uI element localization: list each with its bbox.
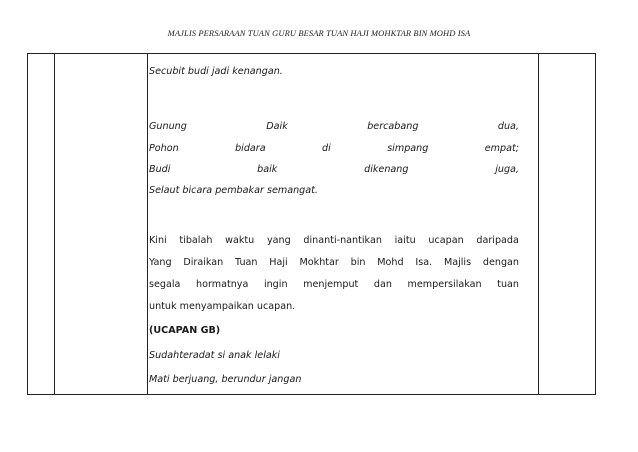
word: Isa. (415, 257, 433, 268)
word: Diraikan (183, 257, 224, 268)
pantun-line-3 (149, 164, 519, 176)
word: tibalah (179, 235, 213, 246)
word: Budi (149, 164, 171, 175)
word: Daik (266, 121, 288, 132)
paragraph-line-2 (149, 257, 519, 269)
word: yang (266, 235, 291, 246)
word: Mohd (377, 257, 404, 268)
speech-label: (UCAPAN GB) (149, 325, 221, 336)
word: baik (257, 164, 278, 175)
word: menjemput (303, 279, 359, 290)
column-divider (538, 54, 539, 394)
word: empat; (484, 143, 519, 154)
word: mempersilakan (407, 279, 482, 290)
word: bercabang (367, 121, 419, 132)
word: Kini (149, 235, 167, 246)
closing-line-1: Sudahteradat si anak lelaki (149, 350, 280, 361)
word: simpang (387, 143, 429, 154)
word: hormatnya (196, 279, 249, 290)
word: bidara (235, 143, 266, 154)
pantun-line-4: Selaut bicara pembakar semangat. (149, 185, 318, 196)
word: segala (149, 279, 181, 290)
word: dinanti-nantikan (303, 235, 382, 246)
pantun-line-2 (149, 143, 519, 155)
word: juga, (495, 164, 519, 175)
word: dan (373, 279, 392, 290)
pantun-line-1 (149, 121, 519, 133)
word: Majlis (443, 257, 472, 268)
word: ucapan (428, 235, 464, 246)
word: Tuan (235, 257, 258, 268)
pantun-intro: Secubit budi jadi kenangan. (149, 66, 283, 77)
script-table (27, 53, 596, 395)
word: dengan (482, 257, 519, 268)
word: tuan (497, 279, 519, 290)
word: Mokhtar (299, 257, 339, 268)
word: daripada (476, 235, 519, 246)
paragraph-line-1 (149, 235, 519, 247)
word: Gunung (149, 121, 187, 132)
word: dikenang (364, 164, 409, 175)
word: Pohon (149, 143, 179, 154)
word: dua, (497, 121, 519, 132)
column-divider (147, 54, 148, 394)
paragraph-line-3 (149, 279, 519, 291)
word: bin (350, 257, 366, 268)
word: waktu (225, 235, 255, 246)
word: di (322, 143, 331, 154)
page-header: MAJLIS PERSARAAN TUAN GURU BESAR TUAN HAJI MOHKTAR BIN MOHD ISA (167, 28, 471, 38)
word: Haji (269, 257, 288, 268)
word: ingin (263, 279, 288, 290)
column-divider (54, 54, 55, 394)
paragraph-line-4: untuk menyampaikan ucapan. (149, 301, 296, 312)
word: Yang (149, 257, 172, 268)
closing-line-2: Mati berjuang, berundur jangan (149, 374, 302, 385)
word: iaitu (394, 235, 416, 246)
